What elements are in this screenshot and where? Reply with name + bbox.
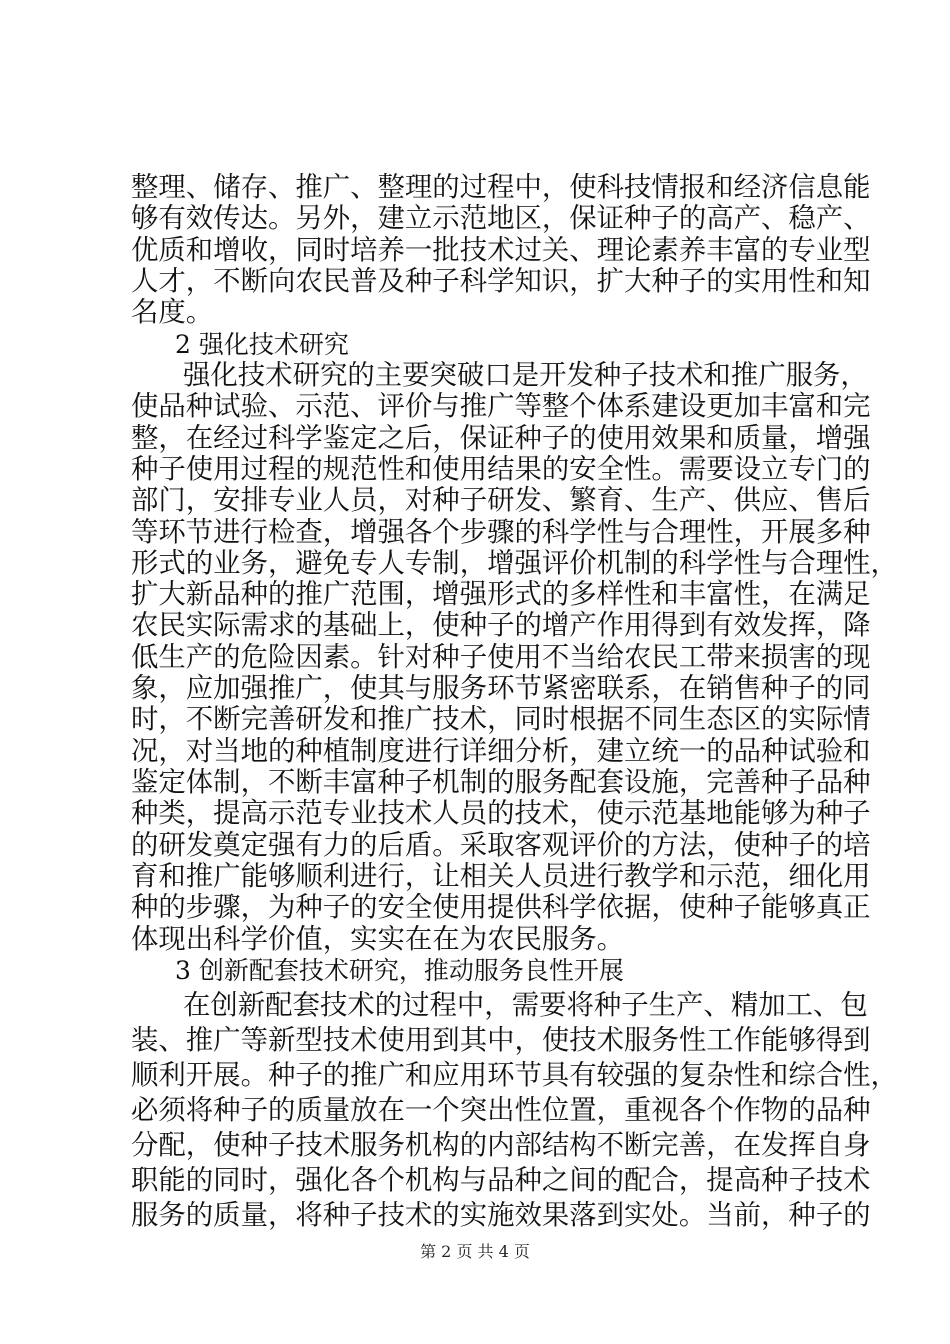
body-text-line: 职能的同时，强化各个机构与品种之间的配合，提高种子技术 [131, 1165, 871, 1196]
body-text-line: 强化技术研究的主要突破口是开发种子技术和推广服务， [183, 360, 868, 391]
body-text-line: 育和推广能够顺利进行，让相关人员进行教学和示范，细化用 [131, 861, 871, 892]
body-text-line: 必须将种子的质量放在一个突出性位置，重视各个作物的品种 [131, 1095, 871, 1126]
body-text-line: 种的步骤，为种子的安全使用提供科学依据，使种子能够真正 [131, 892, 871, 923]
body-text-line: 顺利开展。种子的推广和应用环节具有较强的复杂性和综合性， [131, 1060, 898, 1091]
section-heading: 3 创新配套技术研究，推动服务良性开展 [175, 956, 624, 985]
body-text-line: 农民实际需求的基础上，使种子的增产作用得到有效发挥，降 [131, 610, 871, 641]
body-text-line: 低生产的危险因素。针对种子使用不当给农民工带来损害的现 [131, 642, 871, 673]
body-text-line: 的研发奠定强有力的后盾。采取客观评价的方法，使种子的培 [131, 830, 871, 861]
body-text-line: 象，应加强推广，使其与服务环节紧密联系，在销售种子的同 [131, 673, 871, 704]
body-text-line: 够有效传达。另外，建立示范地区，保证种子的高产、稳产、 [131, 203, 871, 234]
page-number-footer: 第 2 页 共 4 页 [420, 1242, 530, 1261]
body-text-line: 人才，不断向农民普及种子科学知识，扩大种子的实用性和知 [131, 266, 871, 297]
body-text-line: 体现出科学价值，实实在在为农民服务。 [131, 924, 625, 955]
body-text-line: 部门，安排专业人员，对种子研发、繁育、生产、供应、售后 [131, 485, 871, 516]
body-text-line: 时，不断完善研发和推广技术，同时根据不同生态区的实际情 [131, 704, 871, 735]
body-text-line: 种类，提高示范专业技术人员的技术，使示范基地能够为种子 [131, 798, 871, 829]
body-text-line: 等环节进行检查，增强各个步骤的科学性与合理性，开展多种 [131, 517, 871, 548]
body-text-line: 名度。 [131, 297, 214, 328]
body-text-line: 使品种试验、示范、评价与推广等整个体系建设更加丰富和完 [131, 391, 871, 422]
body-text-line: 优质和增收，同时培养一批技术过关、理论素养丰富的专业型 [131, 235, 871, 266]
section-heading: 2 强化技术研究 [175, 330, 349, 359]
body-text-line: 服务的质量，将种子技术的实施效果落到实处。当前，种子的 [131, 1200, 871, 1231]
body-text-line: 整，在经过科学鉴定之后，保证种子的使用效果和质量，增强 [131, 423, 871, 454]
body-text-line: 形式的业务，避免专人专制，增强评价机制的科学性与合理性， [131, 548, 898, 579]
body-text-line: 分配，使种子技术服务机构的内部结构不断完善，在发挥自身 [131, 1130, 871, 1161]
body-text-line: 整理、储存、推广、整理的过程中，使科技情报和经济信息能 [131, 172, 871, 203]
body-text-line: 在创新配套技术的过程中，需要将种子生产、精加工、包 [183, 990, 868, 1021]
body-text-line: 鉴定体制，不断丰富种子机制的服务配套设施，完善种子品种 [131, 767, 871, 798]
body-text-line: 况，对当地的种植制度进行详细分析，建立统一的品种试验和 [131, 736, 871, 767]
body-text-line: 种子使用过程的规范性和使用结果的安全性。需要设立专门的 [131, 454, 871, 485]
body-text-line: 装、推广等新型技术使用到其中，使技术服务性工作能够得到 [131, 1025, 871, 1056]
body-text-line: 扩大新品种的推广范围，增强形式的多样性和丰富性，在满足 [131, 579, 871, 610]
